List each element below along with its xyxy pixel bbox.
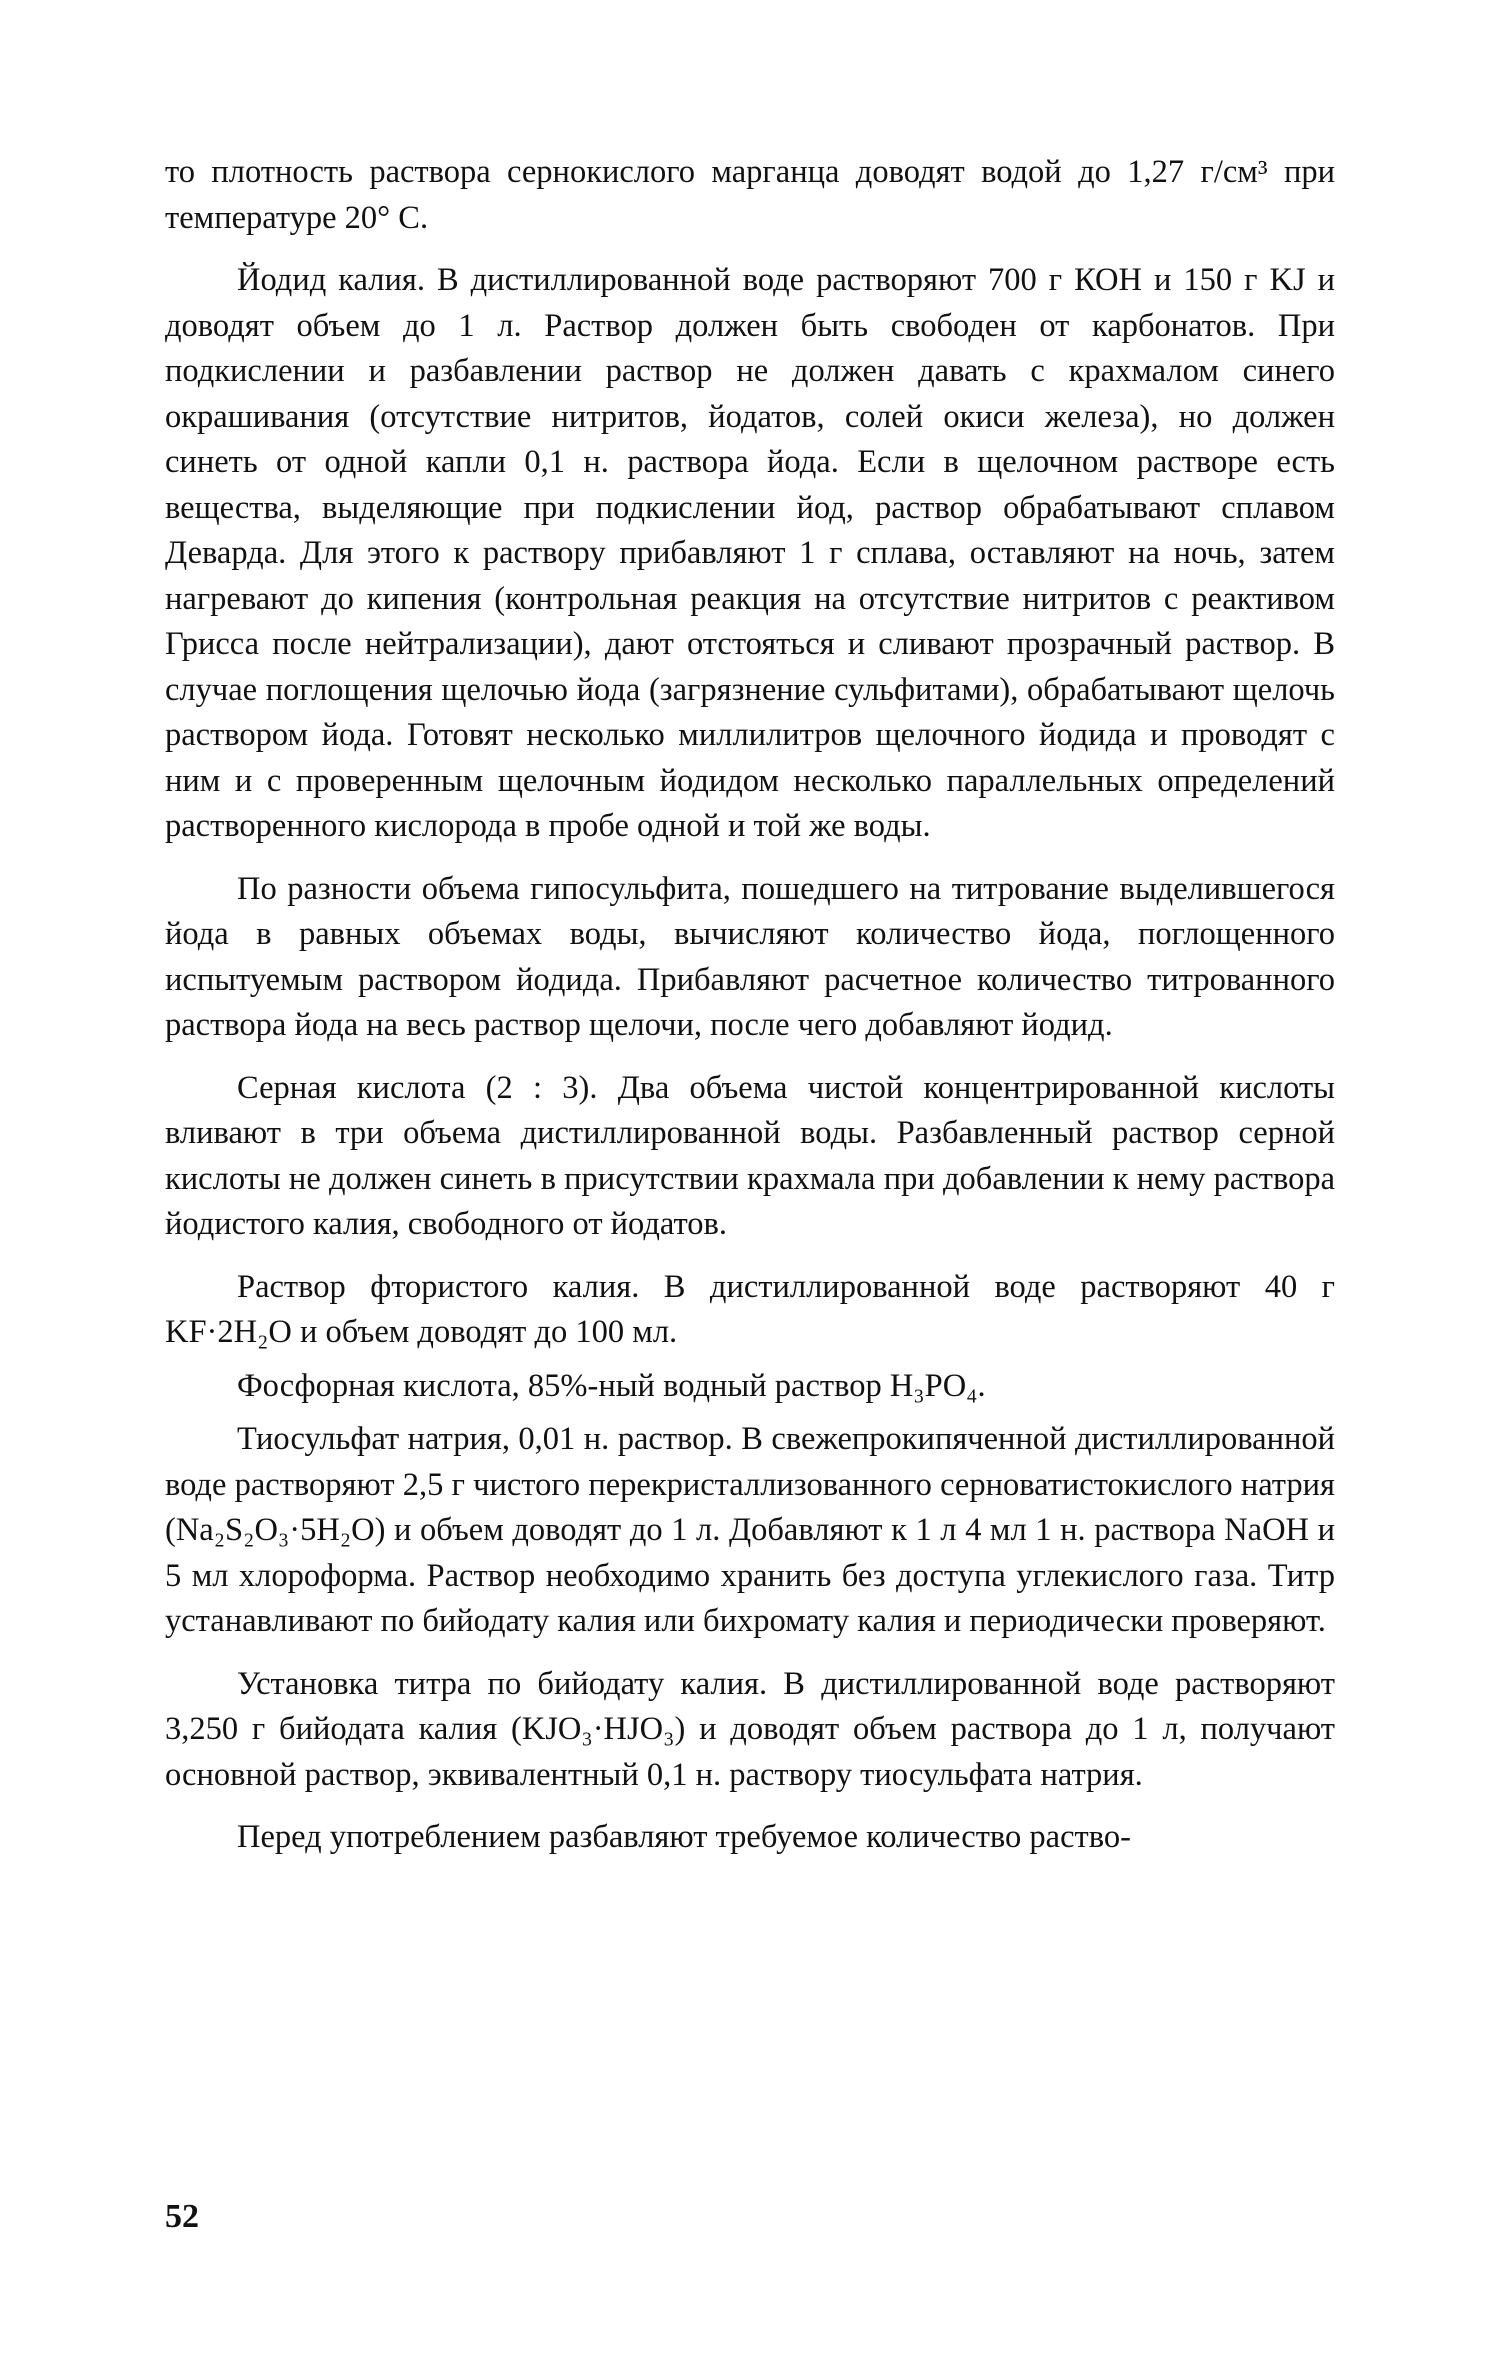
paragraph-8: Установка титра по бийодату калия. В дистиллированной воде растворяют 3,250 г бийодата калия (KJO₃·HJO₃) и доводят объем раствора до 1 л, получают основной раствор, эквивалентный 0,1 н. раствору тиосульфата натрия.: [165, 1665, 1335, 1793]
paragraph-5: Раствор фтористого калия. В дистиллированной воде растворяют 40 г KF·2H₂O и объем доводят до 100 мл.: [165, 1268, 1335, 1350]
paragraph-1: то плотность раствора сернокислого марганца доводят водой до 1,27 г/см³ при температуре 20° С.: [165, 154, 1335, 236]
page-number: 52: [165, 2198, 199, 2235]
paragraph-3: По разности объема гипосульфита, пошедшего на титрование выделившегося йода в равных объемах воды, вычисляют количество йода, поглощенного испытуемым раствором йодида. Прибавляют расчетное количество титрованного раствора йода на весь раствор щелочи, после чего добавляют йодид.: [165, 870, 1335, 1043]
paragraph-6: Фосфорная кислота, 85%-ный водный раствор H₃PO₄.: [237, 1367, 986, 1404]
paragraph-2: Йодид калия. В дистиллированной воде растворяют 700 г КОН и 150 г KJ и доводят объем до 1 л. Раствор должен быть свободен от карбонатов. При подкислении и разбавлении раствор не должен давать с крахмалом синего окрашивания (отсутствие нитритов, йодатов, солей окиси железа), но должен синеть от одной капли 0,1 н. раствора йода. Если в щелочном растворе есть вещества, выделяющие при подкислении йод, раствор обрабатывают сплавом Деварда. Для этого к раствору прибавляют 1 г сплава, оставляют на ночь, затем нагревают до кипения (контрольная реакция на отсутствие нитритов с реактивом Грисса после нейтрализации), дают отстояться и сливают прозрачный раствор. В случае поглощения щелочью йода (загрязнение сульфитами), обрабатывают щелочь раствором йода. Готовят несколько миллилитров щелочного йодида и проводят с ним и с проверенным щелочным йодидом несколько параллельных определений растворенного кислорода в пробе одной и той же воды.: [165, 262, 1335, 844]
paragraph-4: Серная кислота (2 : 3). Два объема чистой концентрированной кислоты вливают в три объема дистиллированной воды. Разбавленный раствор серной кислоты не должен синеть в присутствии крахмала при добавлении к нему раствора йодистого калия, свободного от йодатов.: [165, 1069, 1335, 1242]
paragraph-9: Перед употреблением разбавляют требуемое количество раство-: [237, 1819, 1131, 1855]
paragraph-7: Тиосульфат натрия, 0,01 н. раствор. В свежепрокипяченной дистиллированной воде растворяют 2,5 г чистого перекристаллизованного серноватистокислого натрия (Na₂S₂O₃·5H₂O) и объем доводят до 1 л. Добавляют к 1 л 4 мл 1 н. раствора NaOH и 5 мл хлороформа. Раствор необходимо хранить без доступа углекислого газа. Титр устанавливают по бийодату калия или бихромату калия и периодически проверяют.: [165, 1421, 1335, 1639]
page-body: [165, 150, 1335, 1861]
